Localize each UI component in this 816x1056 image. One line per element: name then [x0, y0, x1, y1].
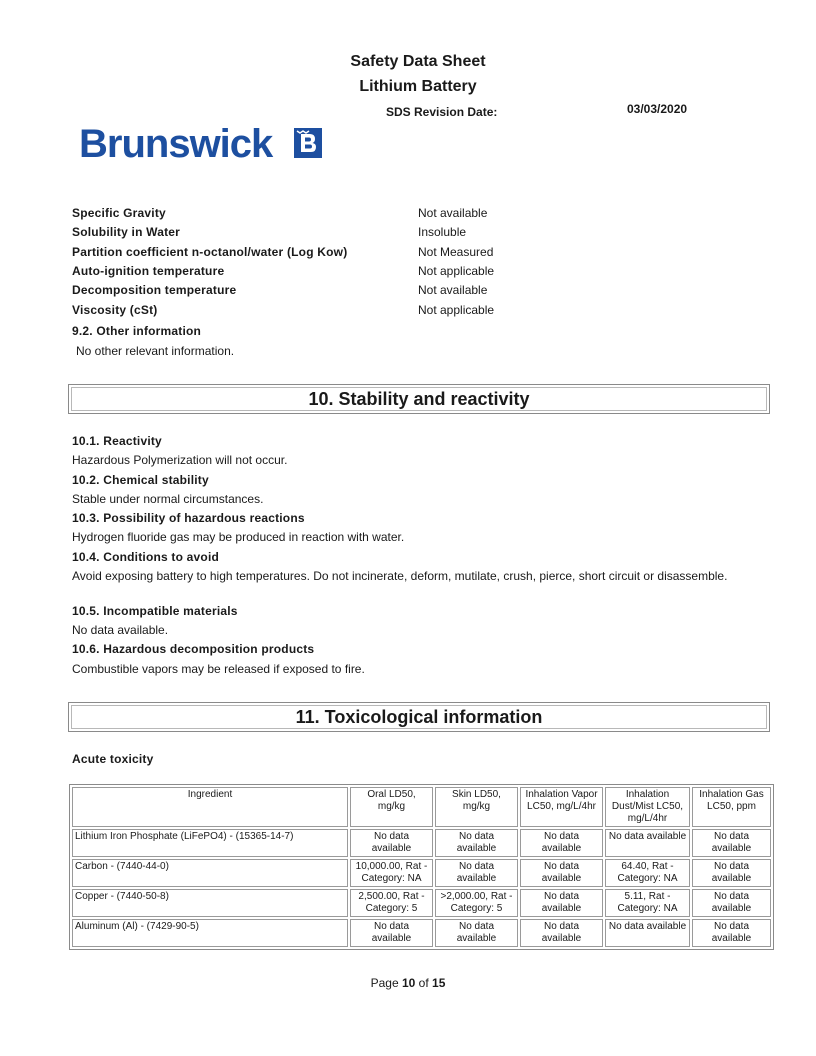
table-cell: No data available [605, 829, 690, 857]
table-cell: No data available [350, 919, 433, 947]
property-value: Not available [418, 283, 488, 297]
table-cell: No data available [350, 829, 433, 857]
revision-date-value: 03/03/2020 [627, 102, 688, 116]
subsection-text: Hazardous Polymerization will not occur. [72, 453, 288, 467]
subsection-heading: 10.4. Conditions to avoid [72, 550, 220, 564]
page-current: 10 [401, 976, 416, 990]
property-value: Not Measured [418, 245, 494, 259]
table-row [72, 889, 771, 917]
table-cell: No data available [692, 889, 771, 917]
column-header: Inhalation Dust/Mist LC50, mg/L/4hr [605, 787, 690, 827]
logo-wordmark: Brunswick [79, 122, 273, 166]
section-11-header [68, 702, 770, 732]
table-cell: No data available [692, 829, 771, 857]
page-footer [0, 976, 816, 990]
subsection-text: Hydrogen fluoride gas may be produced in reaction with water. [72, 530, 405, 544]
table-cell: No data available [435, 829, 518, 857]
ingredient-cell: Copper - (7440-50-8) [72, 889, 348, 917]
ingredient-cell: Lithium Iron Phosphate (LiFePO4) - (15365-14-7) [72, 829, 348, 857]
table-cell: No data available [435, 919, 518, 947]
ingredient-cell: Aluminum (Al) - (7429-90-5) [72, 919, 348, 947]
section-10-header [68, 384, 770, 414]
column-header: Inhalation Gas LC50, ppm [692, 787, 771, 827]
section-11-title: 11. Toxicological information [295, 707, 543, 727]
section-10-title: 10. Stability and reactivity [308, 389, 530, 409]
table-row [72, 859, 771, 887]
brunswick-logo [72, 108, 326, 192]
table-cell: No data available [520, 859, 603, 887]
subsection-text: Avoid exposing battery to high temperatures. Do not incinerate, deform, mutilate, crush, pierce, short circuit or disassemble. [72, 569, 728, 583]
property-label: Viscosity (cSt) [72, 303, 158, 317]
table-cell: 5.11, Rat - Category: NA [605, 889, 690, 917]
other-info-text: No other relevant information. [76, 344, 235, 358]
property-label: Solubility in Water [72, 225, 181, 239]
page-of: of [418, 976, 429, 990]
acute-toxicity-table [69, 784, 774, 950]
subsection-text: Stable under normal circumstances. [72, 492, 264, 506]
table-cell: No data available [692, 859, 771, 887]
property-label: Auto-ignition temperature [72, 264, 225, 278]
property-label: Partition coefficient n-octanol/water (Log Kow) [72, 245, 348, 259]
property-value: Not applicable [418, 264, 495, 278]
subsection-text: Combustible vapors may be released if exposed to fire. [72, 662, 365, 676]
page-prefix: Page [370, 976, 399, 990]
page-total: 15 [432, 976, 446, 990]
table-cell: 10,000.00, Rat - Category: NA [350, 859, 433, 887]
table-cell: No data available [520, 889, 603, 917]
other-info-heading: 9.2. Other information [72, 324, 202, 338]
ingredient-cell: Carbon - (7440-44-0) [72, 859, 348, 887]
subsection-heading: 10.5. Incompatible materials [72, 604, 238, 618]
table-cell: No data available [520, 919, 603, 947]
crown-b-icon [294, 128, 322, 158]
document-subtitle: Lithium Battery [359, 78, 477, 95]
property-value: Insoluble [418, 225, 467, 239]
column-header: Inhalation Vapor LC50, mg/L/4hr [520, 787, 603, 827]
subsection-heading: 10.6. Hazardous decomposition products [72, 642, 315, 656]
table-cell: >2,000.00, Rat - Category: 5 [435, 889, 518, 917]
document-title: Safety Data Sheet [350, 53, 486, 70]
acute-toxicity-heading: Acute toxicity [72, 752, 154, 766]
table-cell: No data available [605, 919, 690, 947]
table-cell: 64.40, Rat - Category: NA [605, 859, 690, 887]
column-header: Ingredient [72, 787, 348, 827]
subsection-heading: 10.2. Chemical stability [72, 473, 209, 487]
column-header: Oral LD50, mg/kg [350, 787, 433, 827]
property-label: Specific Gravity [72, 206, 166, 220]
table-cell: No data available [692, 919, 771, 947]
property-label: Decomposition temperature [72, 283, 237, 297]
table-cell: No data available [435, 859, 518, 887]
subsection-text: No data available. [72, 623, 169, 637]
table-row [72, 919, 771, 947]
column-header: Skin LD50, mg/kg [435, 787, 518, 827]
revision-date-label: SDS Revision Date: [386, 105, 498, 119]
table-cell: No data available [520, 829, 603, 857]
property-value: Not applicable [418, 303, 495, 317]
table-header-row [72, 787, 771, 827]
table-cell: 2,500.00, Rat - Category: 5 [350, 889, 433, 917]
subsection-heading: 10.3. Possibility of hazardous reactions [72, 511, 305, 525]
table-row [72, 829, 771, 857]
subsection-heading: 10.1. Reactivity [72, 434, 162, 448]
property-value: Not available [418, 206, 488, 220]
